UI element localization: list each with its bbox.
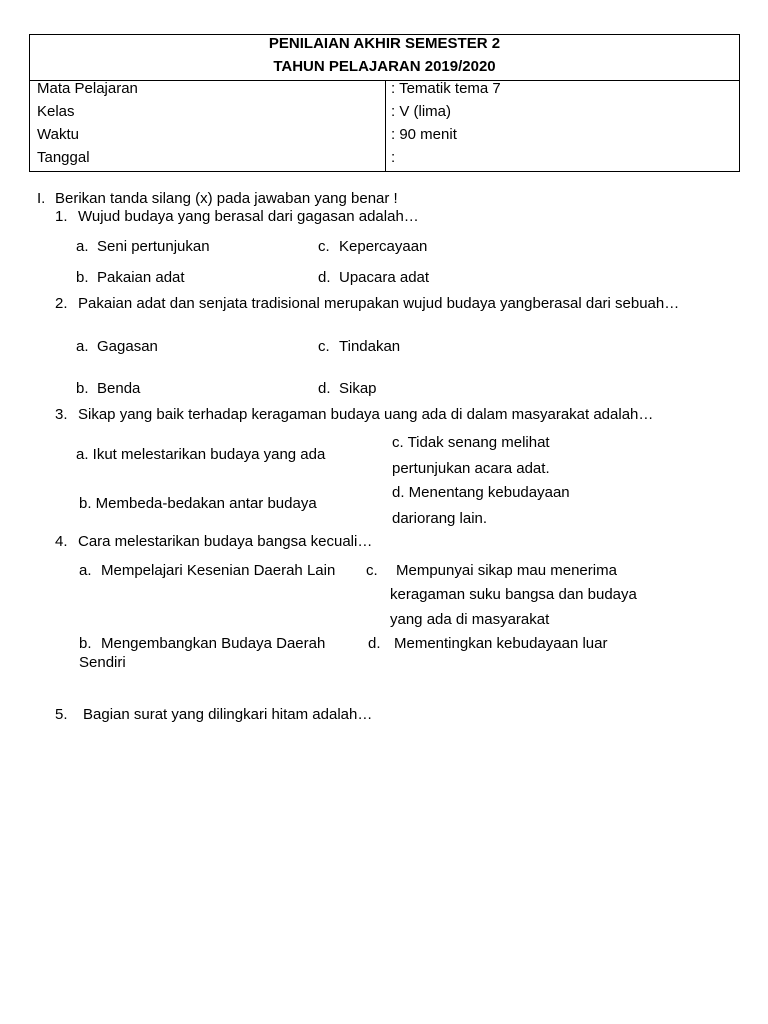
- q4-option-d-letter: d.: [368, 635, 381, 652]
- field-value-class: : V (lima): [391, 103, 451, 120]
- q4-option-b-line2: Sendiri: [79, 654, 126, 671]
- q1-option-d: Upacara adat: [339, 269, 430, 286]
- header-title-line1: PENILAIAN AKHIR SEMESTER 2: [268, 35, 501, 52]
- q1-option-a: Seni pertunjukan: [97, 238, 210, 255]
- question-5-number: 5.: [55, 706, 68, 723]
- header-title-line2: TAHUN PELAJARAN 2019/2020: [273, 58, 496, 75]
- q1-option-c-letter: c.: [318, 238, 330, 255]
- q3-option-d-line2: dariorang lain.: [392, 510, 488, 527]
- field-value-time: : 90 menit: [391, 126, 457, 143]
- question-5-text: Bagian surat yang dilingkari hitam adalah…: [83, 706, 373, 723]
- header-column-divider: [385, 80, 386, 172]
- q4-option-b-line1: Mengembangkan Budaya Daerah: [101, 635, 326, 652]
- q1-option-b: Pakaian adat: [97, 269, 185, 286]
- field-label-subject: Mata Pelajaran: [37, 80, 138, 97]
- q4-option-b-letter: b.: [79, 635, 92, 652]
- question-3-number: 3.: [55, 406, 68, 423]
- q4-option-d: Mementingkan kebudayaan luar: [394, 635, 608, 652]
- q3-option-c-line2: pertunjukan acara adat.: [392, 460, 550, 477]
- q1-option-b-letter: b.: [76, 269, 89, 286]
- q4-option-c-line1: Mempunyai sikap mau menerima: [396, 562, 617, 579]
- question-3-text: Sikap yang baik terhadap keragaman budaya uang ada di dalam masyarakat adalah…: [78, 406, 654, 423]
- q2-option-c-letter: c.: [318, 338, 330, 355]
- q3-option-b: b. Membeda-bedakan antar budaya: [79, 495, 317, 512]
- question-2-text: Pakaian adat dan senjata tradisional merupakan wujud budaya yangberasal dari sebuah…: [78, 295, 680, 312]
- q2-option-a-letter: a.: [76, 338, 89, 355]
- question-2-number: 2.: [55, 295, 68, 312]
- q3-option-c-line1: c. Tidak senang melihat: [392, 434, 550, 451]
- q4-option-c-line2: keragaman suku bangsa dan budaya: [390, 586, 637, 603]
- question-1-text: Wujud budaya yang berasal dari gagasan adalah…: [78, 208, 419, 225]
- field-value-date: :: [391, 149, 396, 166]
- q4-option-a: Mempelajari Kesenian Daerah Lain: [101, 562, 336, 579]
- field-label-time: Waktu: [37, 126, 79, 143]
- section-number: I.: [37, 190, 46, 207]
- question-4-number: 4.: [55, 533, 68, 550]
- field-label-class: Kelas: [37, 103, 75, 120]
- q1-option-c: Kepercayaan: [339, 238, 428, 255]
- q2-option-b-letter: b.: [76, 380, 89, 397]
- q2-option-d: Sikap: [339, 380, 377, 397]
- question-1-number: 1.: [55, 208, 68, 225]
- q4-option-c-letter: c.: [366, 562, 378, 579]
- q2-option-a: Gagasan: [97, 338, 158, 355]
- q4-option-a-letter: a.: [79, 562, 92, 579]
- section-instruction: Berikan tanda silang (x) pada jawaban yang benar !: [55, 190, 398, 207]
- field-value-subject: : Tematik tema 7: [391, 80, 501, 97]
- field-label-date: Tanggal: [37, 149, 90, 166]
- q4-option-c-line3: yang ada di masyarakat: [390, 611, 550, 628]
- q2-option-d-letter: d.: [318, 380, 331, 397]
- q2-option-b: Benda: [97, 380, 141, 397]
- q3-option-d-line1: d. Menentang kebudayaan: [392, 484, 570, 501]
- q3-option-a: a. Ikut melestarikan budaya yang ada: [76, 446, 326, 463]
- q1-option-d-letter: d.: [318, 269, 331, 286]
- question-4-text: Cara melestarikan budaya bangsa kecuali…: [78, 533, 373, 550]
- q2-option-c: Tindakan: [339, 338, 401, 355]
- header-table: [29, 34, 740, 172]
- q1-option-a-letter: a.: [76, 238, 89, 255]
